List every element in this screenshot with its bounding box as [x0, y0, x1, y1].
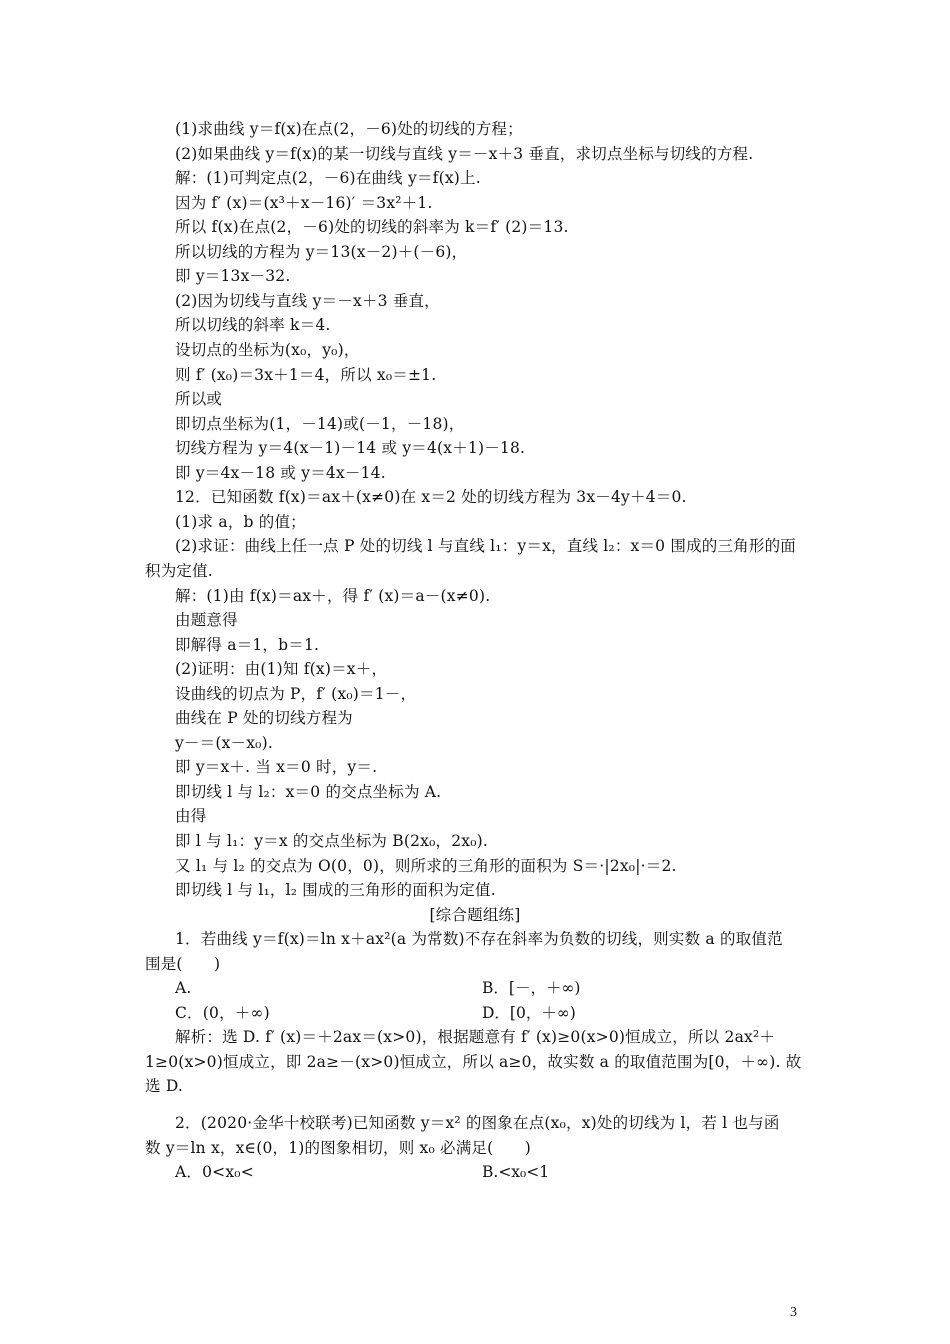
question-line: 2．(2020·金华十校联考)已知函数 y＝x² 的图象在点(x₀，x)处的切线为 l，若 l 也与函 — [175, 1114, 780, 1132]
text-line: (2)如果曲线 y＝f(x)的某一切线与直线 y＝－x＋3 垂直，求切点坐标与切线的方程. — [175, 144, 754, 163]
text-line: y－＝(x－x₀). — [175, 733, 273, 752]
text-line: 又 l₁ 与 l₂ 的交点为 O(0，0)，则所求的三角形的面积为 S＝·|2x₀|·＝2. — [175, 856, 677, 875]
text-line: 所以切线的斜率 k＝4. — [175, 316, 331, 335]
solution-line: 1≥0(x>0)恒成立，即 2a≥－(x>0)恒成立，所以 a≥0，故实数 a 的取值范围为[0，＋∞). 故 — [145, 1052, 802, 1071]
text-line: (2)证明：由(1)知 f(x)＝x＋， — [175, 660, 388, 679]
text-line: 即 l 与 l₁：y＝x 的交点坐标为 B(2x₀，2x₀). — [175, 831, 489, 850]
text-line: 由得 — [175, 807, 207, 826]
text-line: 解：(1)可判定点(2，－6)在曲线 y＝f(x)上. — [175, 169, 481, 188]
text-line: 即 y＝x＋. 当 x＝0 时，y＝. — [175, 758, 378, 777]
text-line: 积为定值. — [145, 561, 213, 580]
text-line: 所以 f(x)在点(2，－6)处的切线的斜率为 k＝f′ (2)＝13. — [175, 218, 569, 237]
text-line: 即解得 a＝1，b＝1. — [175, 635, 320, 654]
answer-option-right: B.<x₀<1 — [482, 1163, 550, 1182]
text-line: 即 y＝4x－18 或 y＝4x－14. — [175, 463, 386, 482]
answer-option-left: A. — [175, 979, 192, 998]
text-line: 因为 f′ (x)＝(x³＋x－16)′ ＝3x²＋1. — [175, 193, 433, 212]
text-line: (1)求曲线 y＝f(x)在点(2，－6)处的切线的方程； — [175, 120, 523, 138]
text-line: [综合题组练] — [429, 905, 521, 924]
text-line: (1)求 a，b 的值； — [175, 512, 306, 531]
text-line: 由题意得 — [175, 611, 238, 629]
text-line: 即切线 l 与 l₂：x＝0 的交点坐标为 A. — [175, 782, 442, 801]
text-line: 所以切线的方程为 y＝13(x－2)＋(－6)， — [175, 242, 468, 261]
text-line: 12．已知函数 f(x)＝ax＋(x≠0)在 x＝2 处的切线方程为 3x－4y＋4＝0. — [175, 488, 687, 507]
answer-option-right: B．[－，＋∞) — [482, 979, 581, 998]
text-line: (2)求证：曲线上任一点 P 处的切线 l 与直线 l₁：y＝x，直线 l₂：x＝0 围成的三角形的面 — [175, 537, 796, 556]
text-line: 1．若曲线 y＝f(x)＝ln x＋ax²(a 为常数)不存在斜率为负数的切线，则实数 a 的取值范 — [175, 930, 783, 949]
text-line: 解：(1)由 f(x)＝ax＋，得 f′ (x)＝a－(x≠0). — [175, 586, 491, 605]
solution-line: 选 D. — [145, 1077, 184, 1096]
text-line: 设切点的坐标为(x₀，y₀)， — [175, 341, 360, 359]
text-line: 切线方程为 y＝4(x－1)－14 或 y＝4(x＋1)－18. — [175, 439, 526, 458]
text-line: 则 f′ (x₀)＝3x＋1＝4，所以 x₀＝±1. — [175, 365, 437, 384]
question-line: 数 y＝ln x，x∈(0，1)的图象相切，则 x₀ 必满足( ) — [145, 1138, 532, 1157]
answer-option-left: C．(0，＋∞) — [175, 1003, 270, 1022]
page-number: 3 — [790, 1305, 797, 1320]
text-line: 所以或 — [175, 390, 223, 409]
text-line: 即切点坐标为(1，－14)或(－1，－18)， — [175, 414, 465, 433]
answer-option-left: A．0<x₀< — [175, 1163, 254, 1182]
text-line: 曲线在 P 处的切线方程为 — [175, 709, 353, 728]
text-line: 即 y＝13x－32. — [175, 267, 291, 286]
text-line: 围是( ) — [145, 954, 221, 973]
text-line: 即切线 l 与 l₁，l₂ 围成的三角形的面积为定值. — [175, 881, 496, 899]
text-line: 设曲线的切点为 P，f′ (x₀)＝1－， — [175, 684, 417, 703]
solution-line: 解析：选 D. f′ (x)＝＋2ax＝(x>0)，根据题意有 f′ (x)≥0(x>0)恒成立，所以 2ax²＋ — [175, 1028, 776, 1047]
text-line: (2)因为切线与直线 y＝－x＋3 垂直， — [175, 291, 440, 310]
answer-option-right: D．[0，＋∞) — [482, 1003, 576, 1022]
